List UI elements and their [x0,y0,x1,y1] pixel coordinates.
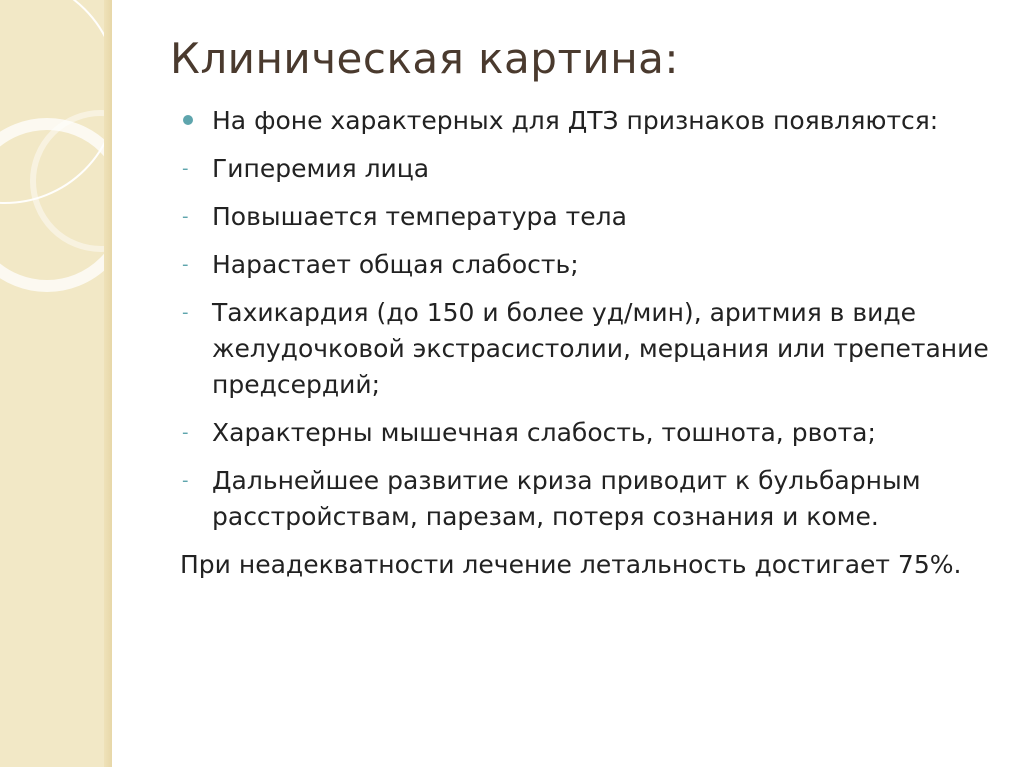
dash-bullet-icon: - [182,422,189,443]
list-item [180,199,995,235]
dash-bullet-icon: - [182,254,189,275]
list-item [180,295,995,403]
list-item [180,151,995,187]
list-item [180,463,995,535]
conclusion-text: При неадекватности лечение летальность достигает 75%. [180,550,962,579]
dash-bullet-icon: - [182,206,189,227]
list-item-text: Гиперемия лица [212,154,430,183]
list-item-text: Повышается температура тела [212,202,627,231]
list-item [180,247,995,283]
list-item-text: Характерны мышечная слабость, тошнота, рвота; [212,418,876,447]
slide-body [180,103,995,583]
list-item-text: Нарастает общая слабость; [212,250,579,279]
list-item-text: Дальнейшее развитие криза приводит к бульбарным расстройствам, парезам, потеря сознания и коме. [212,466,921,531]
dash-bullet-icon: - [182,470,189,491]
decorative-sidebar [0,0,112,767]
dash-bullet-icon: - [182,158,189,179]
list-item [180,415,995,451]
dash-bullet-icon: - [182,302,189,323]
intro-bullet [180,103,995,139]
sidebar-edge [104,0,112,767]
intro-text: На фоне характерных для ДТЗ признаков появляются: [212,106,939,135]
slide-title: Клиническая картина: [170,34,680,83]
bullet-dot-icon [183,115,193,125]
list-item-text: Тахикардия (до 150 и более уд/мин), аритмия в виде желудочковой экстрасистолии, мерцания или трепетание предсердий; [212,298,989,399]
